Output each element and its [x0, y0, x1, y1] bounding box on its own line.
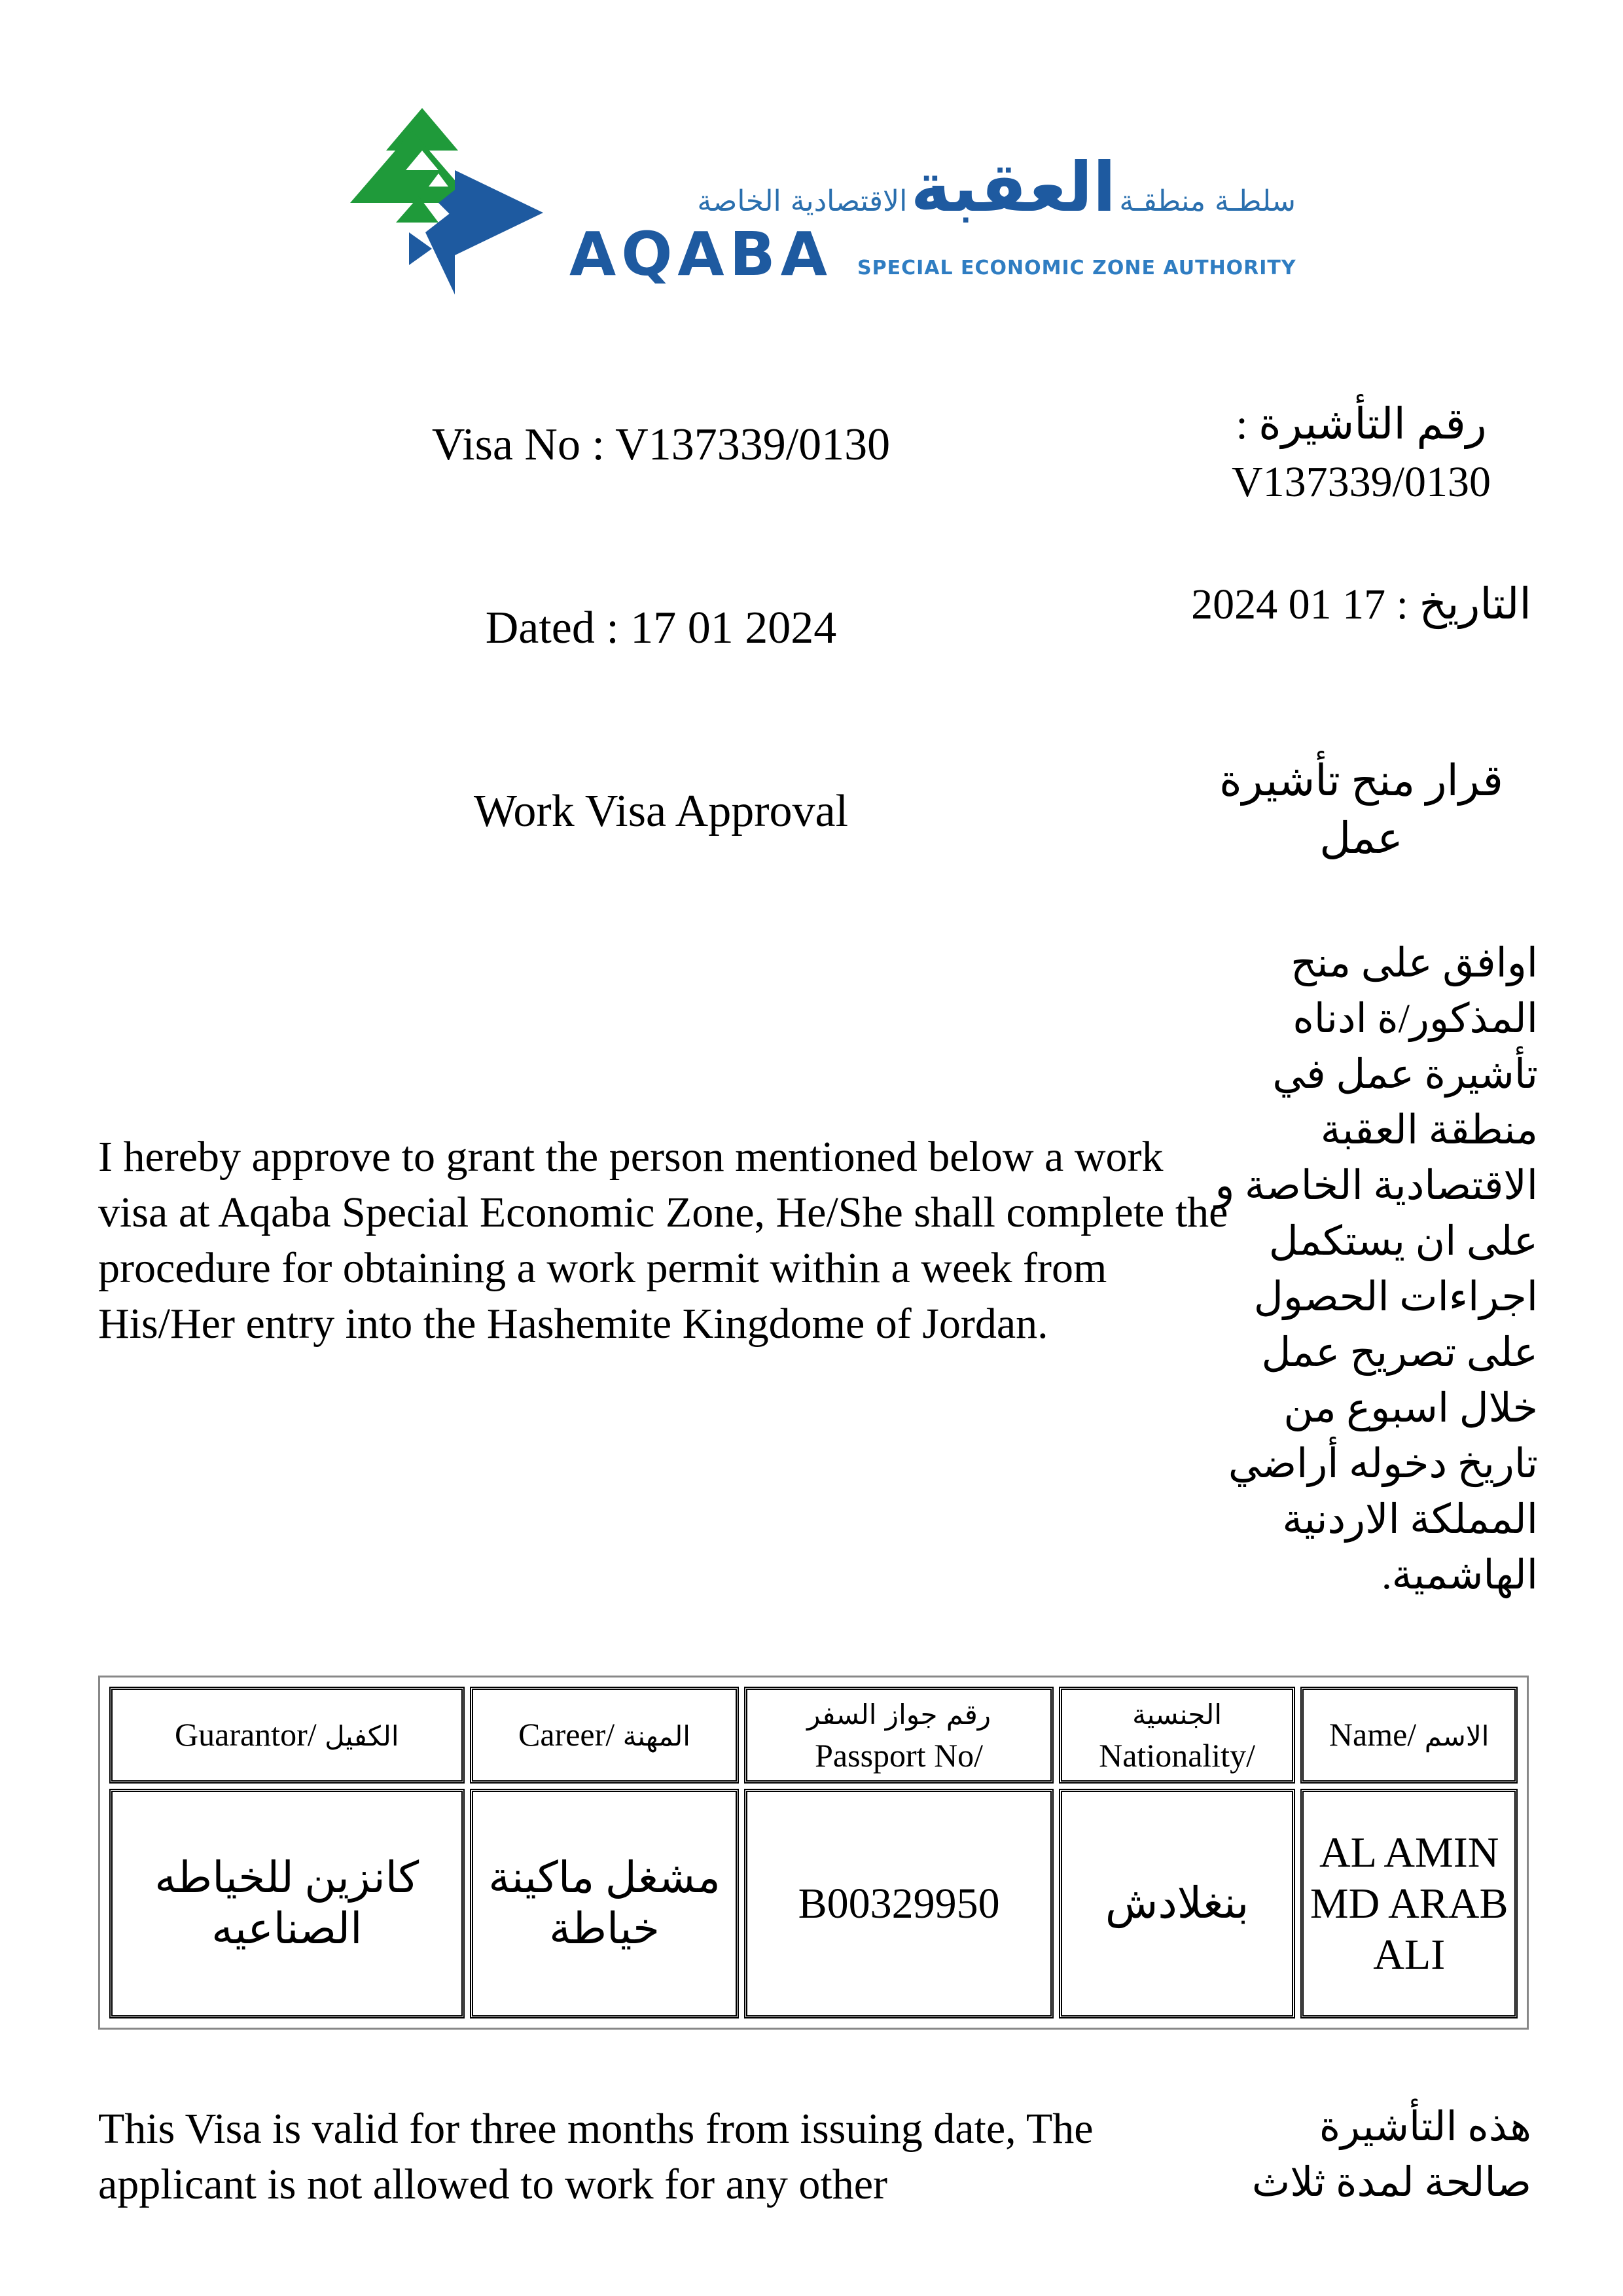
- logo-arabic-small-left: الاقتصادية الخاصة: [697, 185, 908, 218]
- dated-en: Dated : 17 01 2024: [485, 603, 837, 653]
- visa-number-ar: رقم التأشيرة : V137339/0130: [1232, 401, 1491, 506]
- approval-text-en: I hereby approve to grant the person mentioned below a work visa at Aqaba Special Economic Zone, He/She shall complete the procedure for obtaining a work permit within a week from His/Her entry into the Hashemite Kingdome of Jordan.: [98, 1133, 1228, 1348]
- visa-number-en: Visa No : V137339/0130: [431, 420, 891, 470]
- cell-career: مشغل ماكينة خياطة: [470, 1789, 740, 2018]
- aqaba-logo-mark: [340, 105, 550, 301]
- header-career: Career/ المهنة: [470, 1687, 740, 1784]
- validity-text-ar: هذه التأشيرة صالحة لمدة ثلاث: [1251, 2105, 1531, 2205]
- document-title-en: Work Visa Approval: [473, 786, 849, 836]
- header-passport: رقم جواز السفر Passport No/: [744, 1687, 1053, 1784]
- table-header-row: [109, 1687, 1518, 1784]
- cell-guarantor: كانزين للخياطه الصناعيه: [109, 1789, 465, 2018]
- header-guarantor: Guarantor/ الكفيل: [109, 1687, 465, 1784]
- approval-text-ar: اوافق على منح المذكور/ة ادناه تأشيرة عمل في منطقة العقبة الاقتصادية الخاصة و على ان يستكمل اجراءات الحصول على تصريح عمل خلال اسبوع من تاريخ دخوله أراضي المملكة الاردنية الهاشمية.: [1215, 941, 1538, 1598]
- header-name: Name/ الاسم: [1300, 1687, 1518, 1784]
- logo-subtitle: SPECIAL ECONOMIC ZONE AUTHORITY: [857, 257, 1296, 279]
- document-title-ar: قرار منح تأشيرة عمل: [1219, 757, 1503, 863]
- cell-name: AL AMIN MD ARAB ALI: [1300, 1789, 1518, 2018]
- logo-name: AQABA: [569, 219, 832, 289]
- logo-blue-big: [455, 170, 543, 255]
- dated-ar: التاريخ : 17 01 2024: [1191, 581, 1531, 628]
- logo-arabic-small-right: سلطـة منطقـة: [1119, 185, 1296, 218]
- table-row: [109, 1789, 1518, 2018]
- cell-nationality: بنغلادش: [1059, 1789, 1296, 2018]
- cell-passport: B00329950: [744, 1789, 1053, 2018]
- applicant-table: [98, 1676, 1529, 2030]
- logo-arabic-text: [569, 147, 1296, 227]
- header-nationality: الجنسية Nationality/: [1059, 1687, 1296, 1784]
- logo-arabic-big: العقبة: [910, 147, 1116, 227]
- validity-text-en: This Visa is valid for three months from issuing date, The applicant is not allowed to work for any other: [98, 2105, 1094, 2208]
